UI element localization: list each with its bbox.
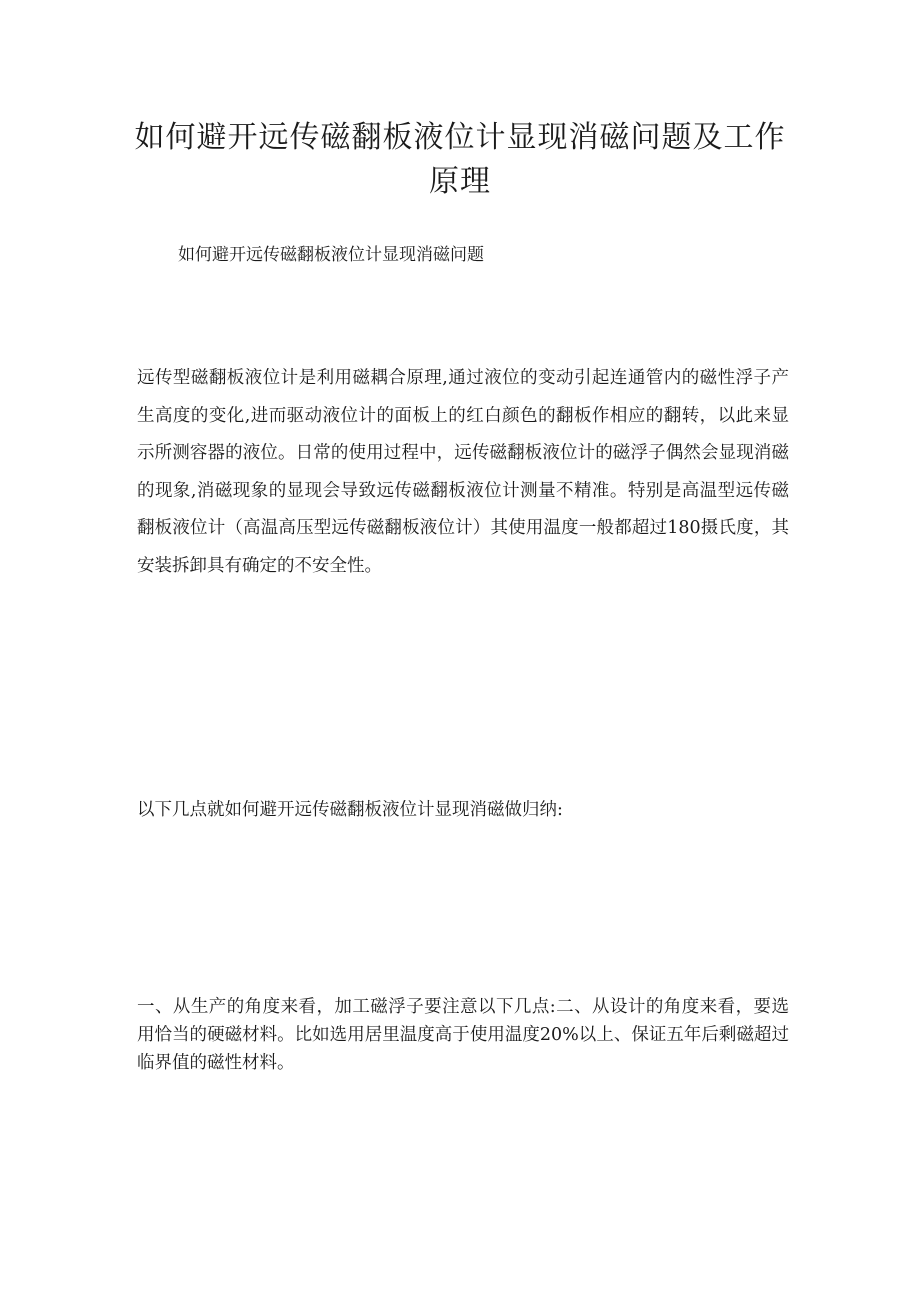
body-paragraph-summary-intro: 以下几点就如何避开远传磁翻板液位计显现消磁做归纳:: [137, 800, 563, 820]
body-paragraph-measures: 一、从生产的角度来看，加工磁浮子要注意以下几点:二、从设计的角度来看，要选用恰当的硬磁材料。比如选用居里温度高于使用温度20%以上、保证五年后剩磁超过临界值的磁性材料。: [137, 997, 789, 1073]
body-paragraph-principle: 远传型磁翻板液位计是利用磁耦合原理,通过液位的变动引起连通管内的磁性浮子产生高度的变化,进而驱动液位计的面板上的红白颜色的翻板作相应的翻转，以此来显示所测容器的液位。日常的使用过程中，远传磁翻板液位计的磁浮子偶然会显现消磁的现象,消磁现象的显现会导致远传磁翻板液位计测量不精准。特别是高温型远传磁翻板液位计（高温高压型远传磁翻板液位计）其使用温度一般都超过180摄氏度，其安装拆卸具有确定的不安全性。: [137, 368, 789, 576]
document-subtitle: 如何避开远传磁翻板液位计显现消磁问题: [178, 245, 484, 265]
document-title: 如何避开远传磁翻板液位计显现消磁问题及工作原理: [134, 120, 786, 199]
